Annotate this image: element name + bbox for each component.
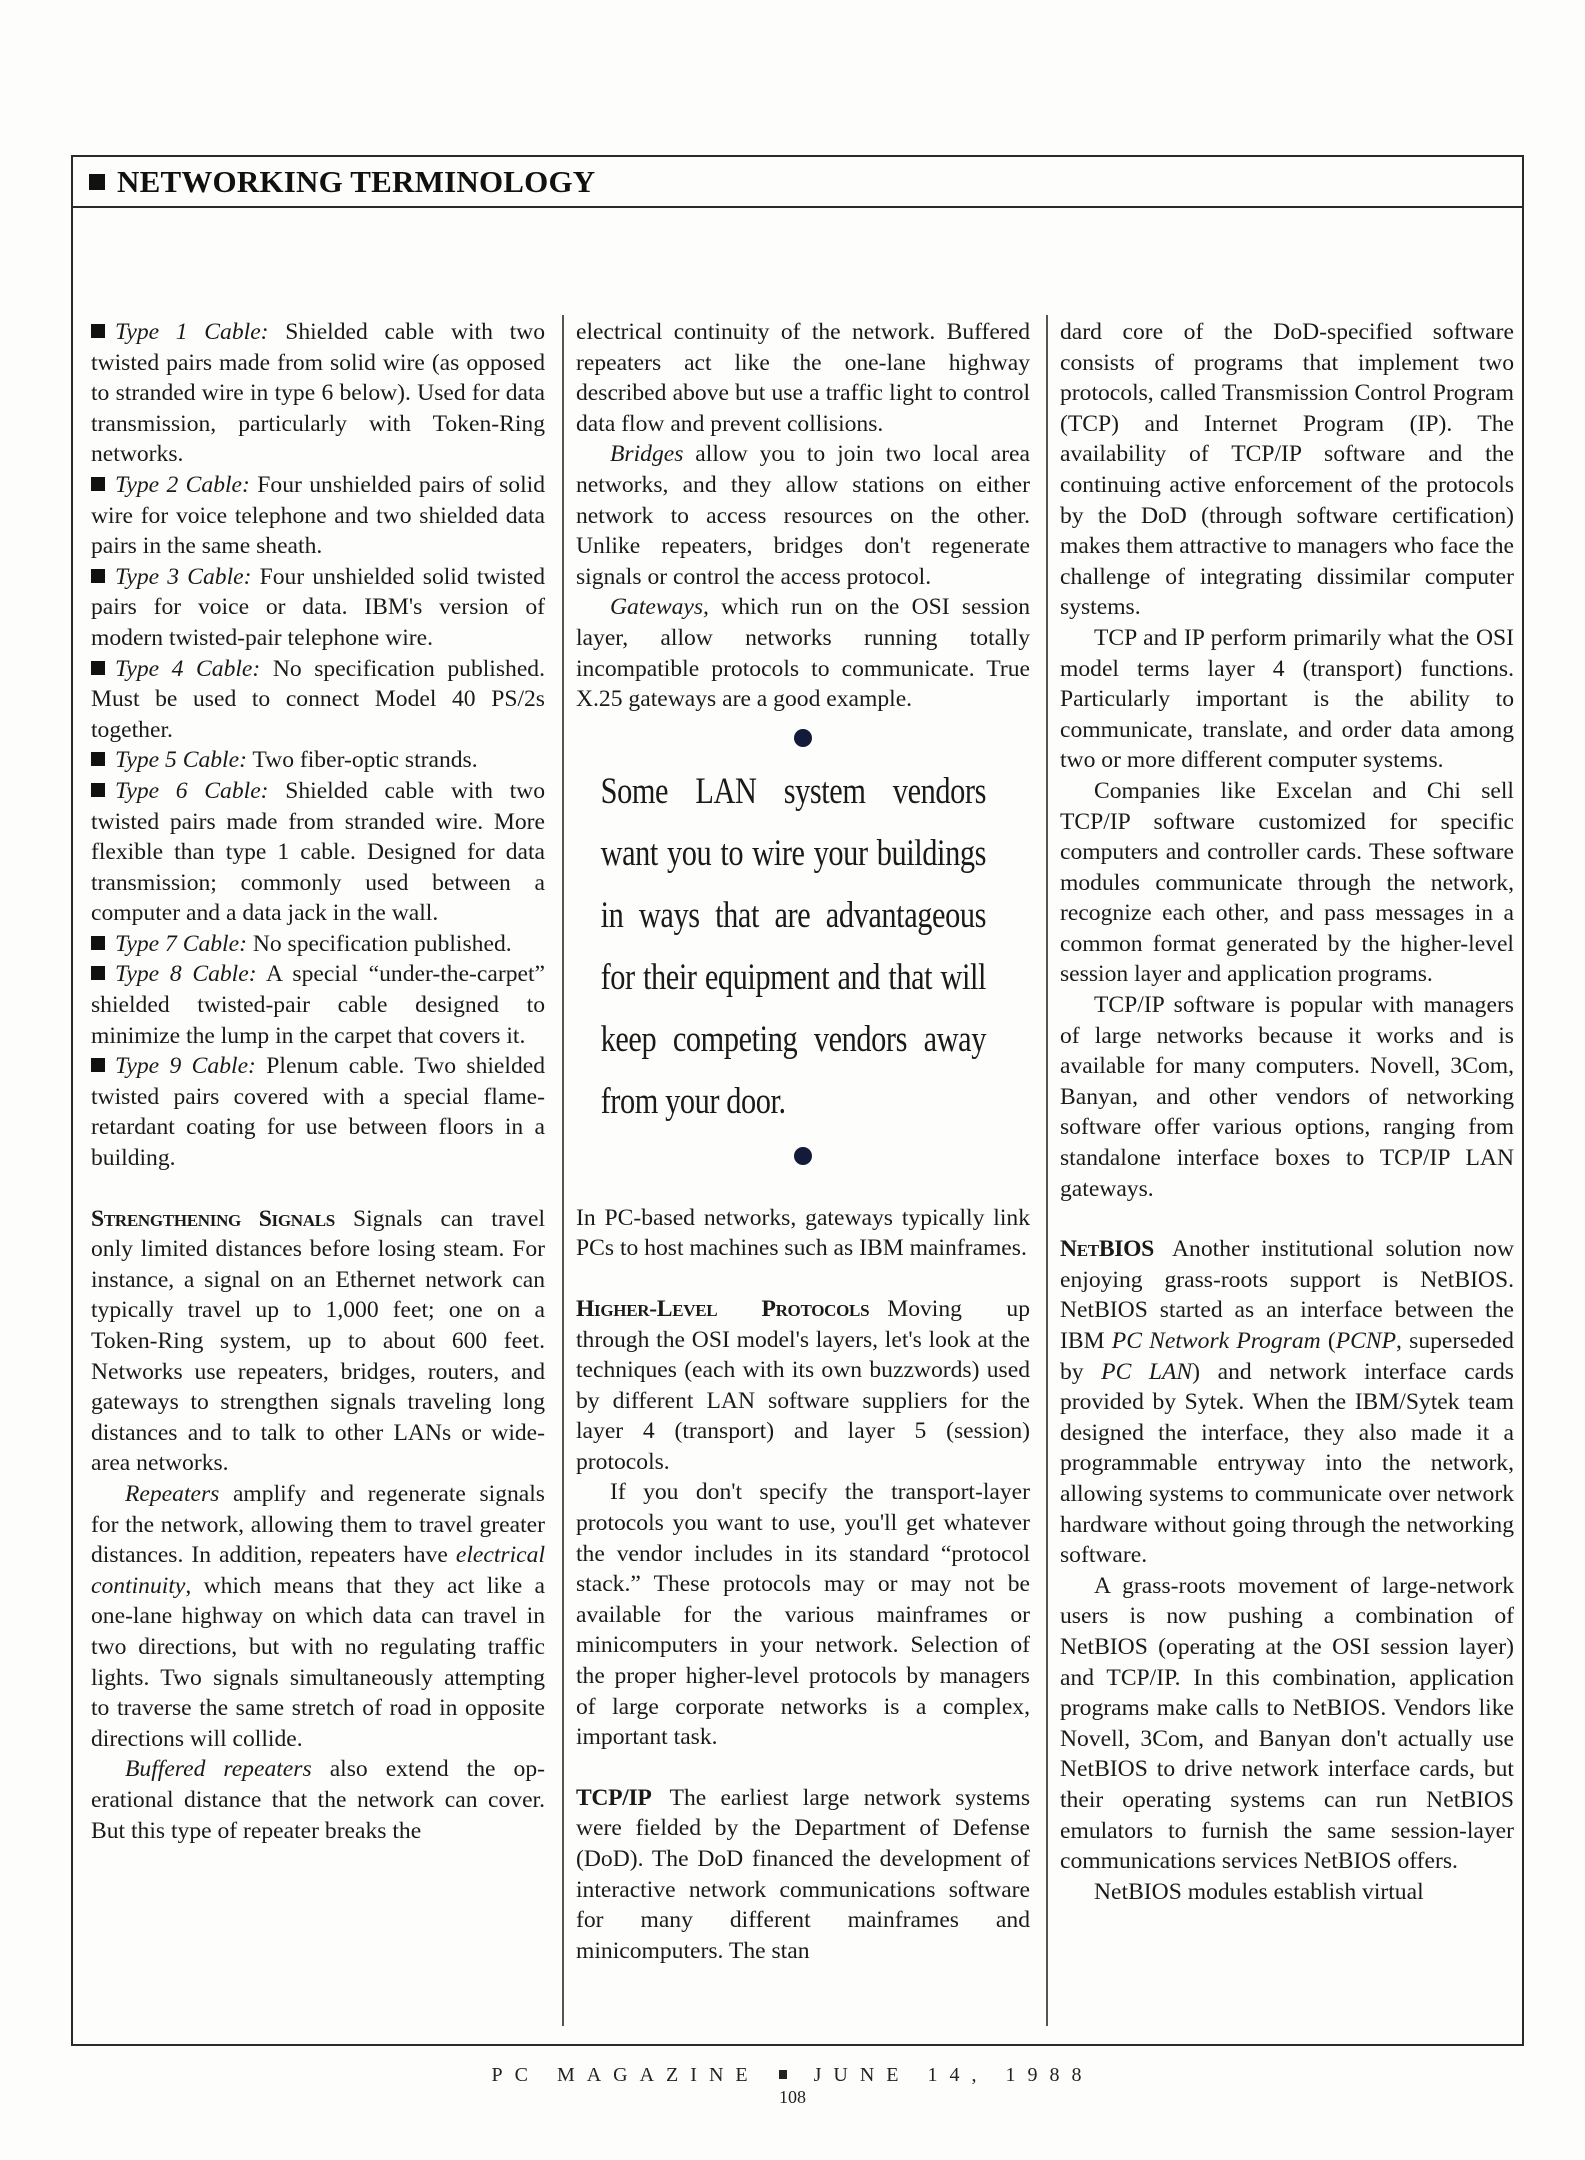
paragraph: TCP/IP software is popular with managers of large networks because it works and is available for many computers. Novell, 3Com, Banyan, and other vendors of networking software offer various options, ranging from standalone interface boxes to TCP/IP LAN gateways. bbox=[1060, 992, 1514, 1202]
definition-item bbox=[91, 470, 545, 562]
product-name: PCNP bbox=[1335, 1328, 1397, 1354]
product-name: PC Network Program bbox=[1111, 1328, 1321, 1354]
section-heading: Higher-Level Protocols bbox=[576, 1295, 870, 1322]
square-bullet-icon bbox=[779, 2070, 787, 2079]
section-heading: NetBIOS bbox=[1060, 1236, 1155, 1263]
term: Repeaters bbox=[125, 1480, 220, 1507]
definition-text: A special “under-the-carpet” shielded twisted-pair cable designed to minimize the lump in the carpet that covers it. bbox=[91, 961, 545, 1049]
term: Buffered repeaters bbox=[125, 1756, 312, 1783]
paragraph: Companies like Excelan and Chi sell TCP/IP software customized for specific computers and controller cards. These software modules communicate through the network, recognize each other, and pass messages in a common format generated by the higher-level session layer and application programs. bbox=[1060, 777, 1514, 988]
column-divider bbox=[562, 315, 564, 2026]
term: Bridges bbox=[610, 441, 684, 468]
square-bullet-icon bbox=[91, 966, 105, 980]
definition-item bbox=[91, 929, 545, 960]
definition-term: Type 3 Cable: bbox=[115, 563, 252, 590]
column-3 bbox=[1060, 317, 1514, 1907]
column-divider bbox=[1046, 315, 1048, 2026]
paragraph-text: Signals can travel only limited distances before losing steam. For instance, a signal on an Ethernet network can typically travel up to 1,000 feet; one on a Token-Ring system, up to about 600 feet. Networks use repeaters, bridges, routers, and gateways to strengthen signals traveling long distances and to talk to other LANs or wide-area networks. bbox=[91, 1205, 546, 1477]
square-bullet-icon bbox=[91, 661, 105, 675]
paragraph: In PC-based networks, gateways typically link PCs to host machines such as IBM mainframes. bbox=[576, 1204, 1030, 1262]
square-bullet-icon bbox=[91, 324, 105, 338]
column-1 bbox=[91, 317, 545, 1846]
section-heading: Strengthening Signals bbox=[91, 1205, 335, 1232]
paragraph: NetBIOS modules establish virtual bbox=[1094, 1878, 1424, 1905]
definition-term: Type 4 Cable: bbox=[115, 655, 261, 682]
paragraph-text: , superseded by bbox=[1060, 1328, 1514, 1385]
paragraph: If you don't specify the transport-layer protocols you want to use, you'll get whatever the vendor includes in its standard “protocol stack.” These protocols may or may not be available for the various mainframes or minicomputers in your network. Selection of the proper higher-level protocols by managers of large corporate networks is a complex, important task. bbox=[576, 1479, 1030, 1751]
paragraph: TCP and IP perform primarily what the OSI model terms layer 4 (transport) functions. Particularly important is the ability to communicate, translate, and order data among two or more different computer systems. bbox=[1060, 624, 1514, 774]
definition-text: No specification published. Must be used to connect Model 40 PS/2s together. bbox=[91, 655, 545, 743]
paragraph bbox=[91, 1479, 545, 1754]
paragraph-text: also extend the operational distance that the network can cover. But this type of repeater breaks the bbox=[91, 1756, 545, 1844]
paragraph: dard core of the DoD-specified software consists of programs that implement two protocols, called Transmission Control Program (TCP) and Internet Program (IP). The availability of TCP/IP software and the continuing active enforcement of the protocols by the DoD (through software certification) makes them attractive to managers who face the challenge of integrating dissimilar computer systems. bbox=[1060, 319, 1514, 621]
footer-masthead bbox=[0, 2064, 1585, 2087]
paragraph-text: Moving up through the OSI model's layers, let's look at the techniques (each with its own buzzwords) used by different LAN software suppliers for the layer 4 (transport) and layer 5 (session) protocols. bbox=[576, 1295, 1030, 1475]
paragraph-text: The earliest large network systems were fielded by the Department of Defense (DoD). The DoD financed the development of interactive network communications software for many different mainframes and minicomputers. The stan bbox=[576, 1784, 1030, 1964]
sidebar-box bbox=[71, 155, 1524, 2046]
square-bullet-icon bbox=[91, 783, 105, 797]
definition-term: Type 2 Cable: bbox=[115, 471, 250, 498]
definition-item bbox=[91, 317, 545, 470]
definition-term: Type 1 Cable: bbox=[115, 319, 269, 345]
paragraph-text: , which means that they act like a one-lane highway on which data can travel in two directions, but with no regulating traffic lights. Two signals simultaneously attempting to traverse the same stretch of road in opposite directions will collide. bbox=[91, 1572, 545, 1752]
definition-text: Four unshielded solid twisted pairs for voice or data. IBM's version of modern twisted-pair telephone wire. bbox=[91, 563, 545, 651]
definition-item bbox=[91, 776, 545, 929]
definition-item bbox=[91, 562, 545, 654]
definition-text: Plenum cable. Two shielded twisted pairs covered with a special flame-retardant coating for use between floors in a building. bbox=[91, 1053, 546, 1172]
paragraph-text: ) and network interface cards provided by Sytek. When the IBM/Sytek team designed the interface, they also made it a programmable entryway into the network, allowing systems to communicate over network hardware without going through the networking software. bbox=[1060, 1358, 1514, 1569]
definition-item bbox=[91, 745, 545, 776]
sidebar-title: NETWORKING TERMINOLOGY bbox=[117, 163, 596, 199]
definition-term: Type 9 Cable: bbox=[115, 1053, 256, 1080]
section-heading: TCP/IP bbox=[576, 1784, 652, 1811]
paragraph-text: Another institutional solution now enjoying grass-roots support is NetBIOS. NetBIOS started as an interface between the IBM bbox=[1060, 1236, 1514, 1354]
term: Gateways, bbox=[610, 594, 709, 621]
term: electrical continuity bbox=[91, 1542, 545, 1599]
definition-item bbox=[91, 1051, 545, 1173]
paragraph: A grass-roots movement of large-network users is now pushing a combination of NetBIOS (operating at the OSI session layer) and TCP/IP. In this combination, application programs make calls to NetBIOS. Vendors like Novell, 3Com, and Banyan don't actually use NetBIOS to drive network interface cards, but their operating systems can run NetBIOS emulators to furnish the same session-layer communications services NetBIOS offers. bbox=[1060, 1572, 1514, 1875]
definition-text: Four unshielded pairs of solid wire for voice telephone and two shielded data pairs in the same sheath. bbox=[91, 471, 545, 560]
section-higher-level-protocols bbox=[576, 1294, 1030, 1478]
paragraph-text: amplify and regenerate signals for the network, allowing them to travel greater distances. In addition, repeaters have bbox=[91, 1480, 545, 1569]
paragraph bbox=[91, 1754, 545, 1846]
pull-quote-text: Some LAN system vendors want you to wire your buildings in ways that are advantageous for their equipment and that will keep competing vendors away from your door. bbox=[600, 770, 986, 1122]
definition-item bbox=[91, 959, 545, 1051]
square-bullet-icon bbox=[91, 1058, 105, 1072]
paragraph: electrical continuity of the network. Buffered repeaters act like the one-lane highway described above but use a traffic light to control data flow and prevent collisions. bbox=[576, 319, 1030, 437]
column-2 bbox=[576, 317, 1030, 1966]
sidebar-header bbox=[73, 157, 1522, 208]
definition-text: Shielded cable with two twisted pairs made from stranded wire. More flexible than type 1 cable. Designed for data transmission; commonly used between a computer and a data jack in the wall. bbox=[91, 777, 546, 927]
paragraph bbox=[576, 592, 1030, 714]
section-strengthening-signals bbox=[91, 1204, 545, 1479]
paragraph bbox=[576, 439, 1030, 592]
paragraph-text: allow you to join two local area networks, and they allow stations on either network to access resources on the other. Unlike repeaters, bridges don't regenerate signals or control the access protocol. bbox=[576, 441, 1030, 590]
definition-term: Type 7 Cable: bbox=[115, 930, 247, 957]
square-bullet-icon bbox=[91, 477, 105, 491]
issue-date: JUNE 14, 1988 bbox=[813, 2064, 1094, 2086]
section-tcpip bbox=[576, 1783, 1030, 1967]
paragraph-text: ( bbox=[1320, 1328, 1336, 1354]
definition-item bbox=[91, 654, 545, 746]
square-bullet-icon bbox=[89, 174, 105, 190]
definition-term: Type 6 Cable: bbox=[115, 777, 269, 804]
square-bullet-icon bbox=[91, 569, 105, 583]
square-bullet-icon bbox=[91, 936, 105, 950]
definition-text: Shielded cable with two twisted pairs made from solid wire (as opposed to stranded wire in type 6 below). Used for data transmission, particularly with Token-Ring networks. bbox=[91, 319, 546, 468]
product-name: PC LAN bbox=[1101, 1358, 1193, 1385]
section-netbios bbox=[1060, 1234, 1514, 1571]
pull-quote bbox=[576, 729, 1030, 1165]
page-footer bbox=[0, 2064, 1585, 2108]
square-bullet-icon bbox=[91, 752, 105, 766]
page-number: 108 bbox=[779, 2087, 806, 2107]
definition-text: No specification published. bbox=[246, 930, 512, 957]
definition-term: Type 8 Cable: bbox=[115, 961, 257, 988]
definition-term: Type 5 Cable: bbox=[115, 747, 247, 774]
magazine-name: PC MAGAZINE bbox=[491, 2064, 760, 2086]
paragraph-text: which run on the OSI session layer, allow networks running totally incompatible protocols to communicate. True X.25 gateways are a good example. bbox=[576, 594, 1030, 713]
bullet-dot-icon bbox=[794, 729, 812, 747]
definition-text: Two fiber-optic strands. bbox=[246, 747, 478, 774]
bullet-dot-icon bbox=[794, 1147, 812, 1165]
